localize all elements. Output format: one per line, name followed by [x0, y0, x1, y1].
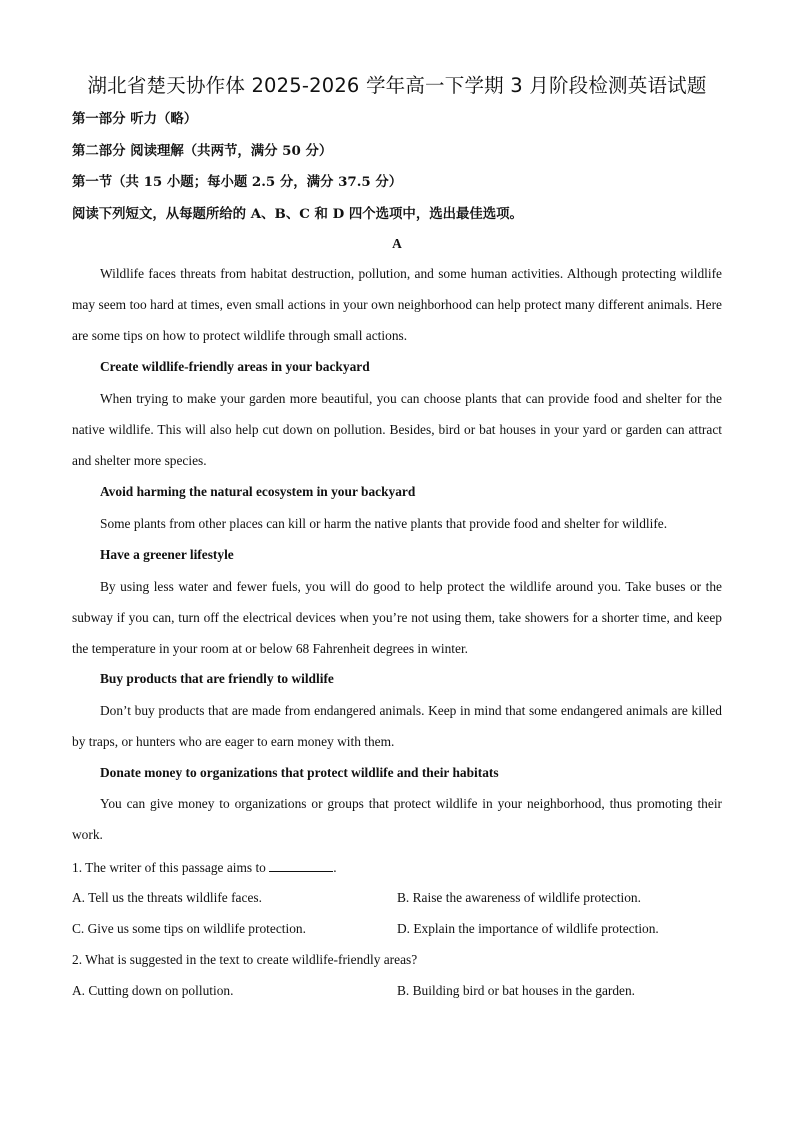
- page-title: 湖北省楚天协作体 2025-2026 学年高一下学期 3 月阶段检测英语试题: [87, 74, 707, 97]
- passage-paragraph-3: By using less water and fewer fuels, you will do good to help protect the wildlife around you. Take buses or the subway if you can, turn off the electrical devices when you’re not using them, take showers for a shorter time, and keep the temperature in your room at or below 68 Fahrenheit degrees in winter.: [72, 579, 722, 656]
- passage-paragraph-1: When trying to make your garden more beautiful, you can choose plants that can provide food and shelter for the native wildlife. This will also help cut down on pollution. Besides, bird or bat houses in your yard or garden can attract and shelter more species.: [72, 391, 722, 468]
- passage-paragraph-4: Don’t buy products that are made from endangered animals. Keep in mind that some endangered animals are killed by traps, or hunters who are eager to earn money with them.: [72, 703, 722, 749]
- question-2-option-a[interactable]: A. Cutting down on pollution.: [72, 983, 234, 998]
- question-2-stem: 2. What is suggested in the text to create wildlife-friendly areas?: [72, 952, 418, 967]
- question-1-end: .: [333, 860, 337, 875]
- passage-paragraph-2: Some plants from other places can kill or harm the native plants that provide food and shelter for wildlife.: [100, 516, 668, 531]
- question-1-text: 1. The writer of this passage aims to: [72, 860, 266, 875]
- instruction-text: 阅读下列短文，从每题所给的 A、B、C 和 D 四个选项中，选出最佳选项。: [72, 206, 523, 222]
- passage-letter: A: [392, 236, 402, 251]
- passage-subheading-4: Buy products that are friendly to wildlife: [100, 671, 334, 686]
- passage-subheading-5: Donate money to organizations that protect wildlife and their habitats: [100, 765, 499, 780]
- question-2-option-b[interactable]: B. Building bird or bat houses in the garden.: [397, 983, 636, 998]
- question-1-option-b[interactable]: B. Raise the awareness of wildlife protection.: [397, 890, 641, 905]
- question-1-option-a[interactable]: A. Tell us the threats wildlife faces.: [72, 890, 262, 905]
- passage-subheading-1: Create wildlife-friendly areas in your backyard: [100, 359, 370, 374]
- question-1-stem: [72, 859, 337, 876]
- passage-subheading-3: Have a greener lifestyle: [100, 547, 234, 562]
- answer-blank[interactable]: [269, 859, 333, 872]
- part-two-heading: 第二部分 阅读理解（共两节，满分 50 分）: [72, 143, 333, 159]
- passage-subheading-2: Avoid harming the natural ecosystem in your backyard: [100, 484, 416, 499]
- passage-intro: Wildlife faces threats from habitat destruction, pollution, and some human activities. Although protecting wildlife may seem too hard at times, even small actions in your own neighborhood can help protect many different animals. Here are some tips on how to protect wildlife through small actions.: [72, 266, 722, 343]
- section-one-heading: 第一节（共 15 小题；每小题 2.5 分，满分 37.5 分）: [72, 174, 403, 190]
- passage-paragraph-5: You can give money to organizations or groups that protect wildlife in your neighborhood, thus promoting their work.: [72, 796, 722, 842]
- part-one-heading: 第一部分 听力（略）: [72, 111, 198, 127]
- question-1-option-d[interactable]: D. Explain the importance of wildlife protection.: [397, 921, 659, 936]
- question-1-option-c[interactable]: C. Give us some tips on wildlife protection.: [72, 921, 306, 936]
